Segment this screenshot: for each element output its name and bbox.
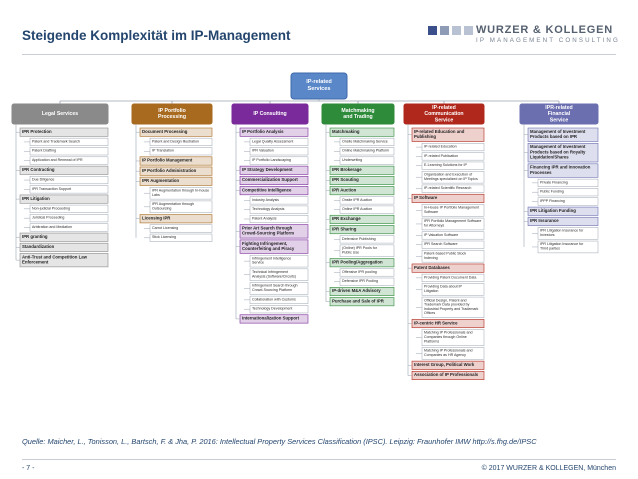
- subservice-label: Underwriting: [342, 158, 363, 162]
- root-label: IP-related Services: [306, 79, 332, 92]
- subservice-label: Technology Analysis: [252, 207, 285, 212]
- subservice-label: Private Financing: [540, 180, 568, 185]
- subservice-label: Defensive Publishing: [342, 236, 376, 241]
- subservice-label: In-House IP Portfolio Management Software: [424, 205, 480, 214]
- subservice-label: Collaboration with Customs: [252, 297, 296, 302]
- footer-divider: [22, 459, 616, 460]
- subservice-label: Onsite IPR Auction: [342, 197, 373, 202]
- subservice-label: IPPP Financing: [540, 198, 565, 203]
- service-label: IPR Sharing: [332, 226, 357, 232]
- subservice-label: Due Diligence: [32, 177, 55, 182]
- subservice-label: E-Learning Solutions for IP: [424, 163, 467, 168]
- subservice-label: IP Valuation Software: [424, 232, 459, 237]
- service-label: Standardization: [22, 244, 55, 250]
- subservice-label: IPR Portfolio Management Software for Attorneys: [424, 219, 482, 228]
- subservice-label: IPR Augmentation through Outsourcing: [152, 202, 195, 211]
- service-label: Management of Investment Products based on Royalty Liquidation/Shares: [530, 144, 586, 160]
- subservice-label: Public Funding: [540, 189, 564, 194]
- service-label: IPR Protection: [22, 128, 52, 134]
- subservice-label: Technical Infringement Analysis (Software/Circuits): [252, 270, 296, 279]
- service-label: IPR Auction: [332, 187, 357, 193]
- service-label: IPR Scouting: [332, 177, 359, 183]
- subservice-label: Onsite Matchmaking Service: [342, 139, 388, 144]
- subservice-label: Official Design, Patent and Trademark Data provided by Industrial Property and Trademark Offices: [424, 298, 479, 316]
- service-label: IPR Brokerage: [332, 167, 362, 173]
- logo-brand: WURZER & KOLLEGEN: [476, 24, 614, 36]
- subservice-label: Defensive IPR Pooling: [342, 279, 378, 284]
- subservice-label: (Online) IPR Pools for Public Use: [342, 246, 377, 255]
- subservice-label: Providing Patent Document Data: [424, 275, 477, 280]
- subservice-label: IPR Augmentation through In-house Labs: [152, 188, 210, 197]
- subservice-label: Stick Licensing: [152, 235, 176, 240]
- source-citation: Quelle: Maicher, L., Tonisson, L., Bartsch, F. & Jha, P. 2016: Intellectual Property Services Classification (IPSC). Leipzig: Fraunhofer IMW http://s.fhg.de/IPSC: [22, 437, 537, 446]
- subservice-label: Patent Drafting: [32, 148, 56, 153]
- service-label: IP Portfolio Management: [142, 157, 193, 163]
- service-label: IP Portfolio Administration: [142, 167, 197, 173]
- service-label: IPR Exchange: [332, 216, 361, 222]
- service-label: Prior Art Search through Crowd-Sourcing Platform: [242, 225, 295, 236]
- slide-title: Steigende Komplexität im IP-Management: [22, 28, 291, 43]
- subservice-label: Matching IP Professionals and Companies as HR Agency: [424, 348, 473, 357]
- copyright: © 2017 WURZER & KOLLEGEN, München: [481, 465, 616, 472]
- service-label: Management of Investment Products based on IPR: [530, 128, 586, 140]
- subservice-label: Online IPR Auction: [342, 207, 373, 212]
- service-label: IP Software: [414, 195, 438, 201]
- service-label: Anti-Trust and Competition Law Enforcement: [22, 254, 87, 265]
- subservice-label: IPR Transaction Support: [32, 186, 72, 191]
- service-label: Fighting Infringement, Counterfeiting and Piracy: [242, 240, 295, 251]
- service-label: IP Strategy Development: [242, 167, 293, 173]
- category-label: IPR-related Financial Service: [545, 105, 573, 124]
- service-label: Competitive Intelligence: [242, 187, 292, 193]
- service-label: IPR Litigation Funding: [530, 207, 576, 213]
- subservice-label: Technology Development: [252, 306, 293, 311]
- service-label: IP-centric HR Service: [414, 320, 458, 326]
- subservice-label: Patent Analysis: [252, 216, 277, 221]
- service-label: IPR Pooling/Aggregation: [332, 259, 383, 265]
- subservice-label: IP Portfolio Landscaping: [252, 158, 291, 162]
- category-label: IP Portfolio Processing: [158, 108, 186, 121]
- service-label: IPR Augmentation: [142, 178, 180, 184]
- subservice-label: Industry Analysis: [252, 197, 279, 202]
- subservice-label: Application and Renewal of IPR: [32, 158, 83, 162]
- subservice-label: IP Translation: [152, 148, 174, 153]
- logo-tagline: IP MANAGEMENT CONSULTING: [476, 37, 620, 44]
- service-label: Document Processing: [142, 128, 188, 134]
- service-label: IPR granting: [22, 233, 48, 239]
- service-label: Association of IP Professionals: [414, 372, 479, 378]
- subservice-label: IP-related Publication: [424, 153, 459, 158]
- subservice-label: Patent-based Public Stock Indexing: [424, 251, 467, 260]
- subservice-label: Carrot Licensing: [152, 225, 179, 230]
- service-label: IP-driven M&A Advisory: [332, 288, 381, 294]
- subservice-label: IP-related Scientific Research: [424, 186, 472, 191]
- subservice-label: IPR Search Software: [424, 242, 458, 247]
- service-label: IPR Insurance: [530, 218, 559, 224]
- subservice-label: Patent and Trademark Search: [32, 139, 80, 144]
- service-label: Purchase and Sale of IPR: [332, 298, 384, 304]
- service-label: Internationalization Support: [242, 315, 300, 321]
- service-label: IPR Contracting: [22, 167, 55, 173]
- service-label: Commercialization Support: [242, 177, 298, 183]
- subservice-label: Arbitration and Mediation: [32, 224, 72, 229]
- category-label: Matchmaking and Trading: [341, 108, 375, 121]
- subservice-label: Patent and Design Illustration: [152, 139, 199, 144]
- page-number: - 7 -: [22, 465, 35, 472]
- subservice-label: Infringement Search through Crowd-Sourcing Platform: [252, 283, 298, 292]
- service-label: IP Portfolio Analysis: [242, 128, 284, 134]
- service-label: Patent Databases: [414, 264, 450, 270]
- service-label: IPR Litigation: [22, 195, 50, 201]
- subservice-label: Juridical Proceeding: [32, 215, 65, 220]
- category-label: IP Consulting: [253, 111, 287, 117]
- subservice-label: IPR Valuation: [252, 148, 274, 153]
- subservice-label: Infringement Intelligence Service: [252, 256, 292, 265]
- service-label: Interest Group, Political Work: [414, 362, 475, 368]
- subservice-label: Offensive IPR pooling: [342, 269, 377, 274]
- subservice-label: Legal Quality Assessment: [252, 139, 294, 144]
- subservice-label: Organisation and Execution of Meetings specialized on IP Topics: [424, 172, 478, 181]
- category-label: IP-related Communication Service: [424, 105, 464, 124]
- subservice-label: IPR Litigation Insurance for Third parties: [540, 242, 584, 251]
- subservice-label: IPR Litigation Insurance for Investors: [540, 228, 584, 237]
- subservice-label: Matching IP Professionals and Companies through Online Platforms: [424, 330, 473, 344]
- service-label: IP-related Education and Publishing: [414, 128, 465, 140]
- service-label: Matchmaking: [332, 128, 360, 134]
- subservice-label: Non-judicial Proceeding: [32, 206, 70, 211]
- service-label: Financing IPR and Innovation Processes: [530, 164, 591, 175]
- category-label: Legal Services: [41, 111, 79, 117]
- subservice-label: Providing Data about IP Litigation: [424, 284, 462, 293]
- subservice-label: IP-related Education: [424, 144, 457, 149]
- subservice-label: Online Matchmaking Platform: [342, 148, 390, 153]
- service-label: Licensing IPR: [142, 215, 171, 221]
